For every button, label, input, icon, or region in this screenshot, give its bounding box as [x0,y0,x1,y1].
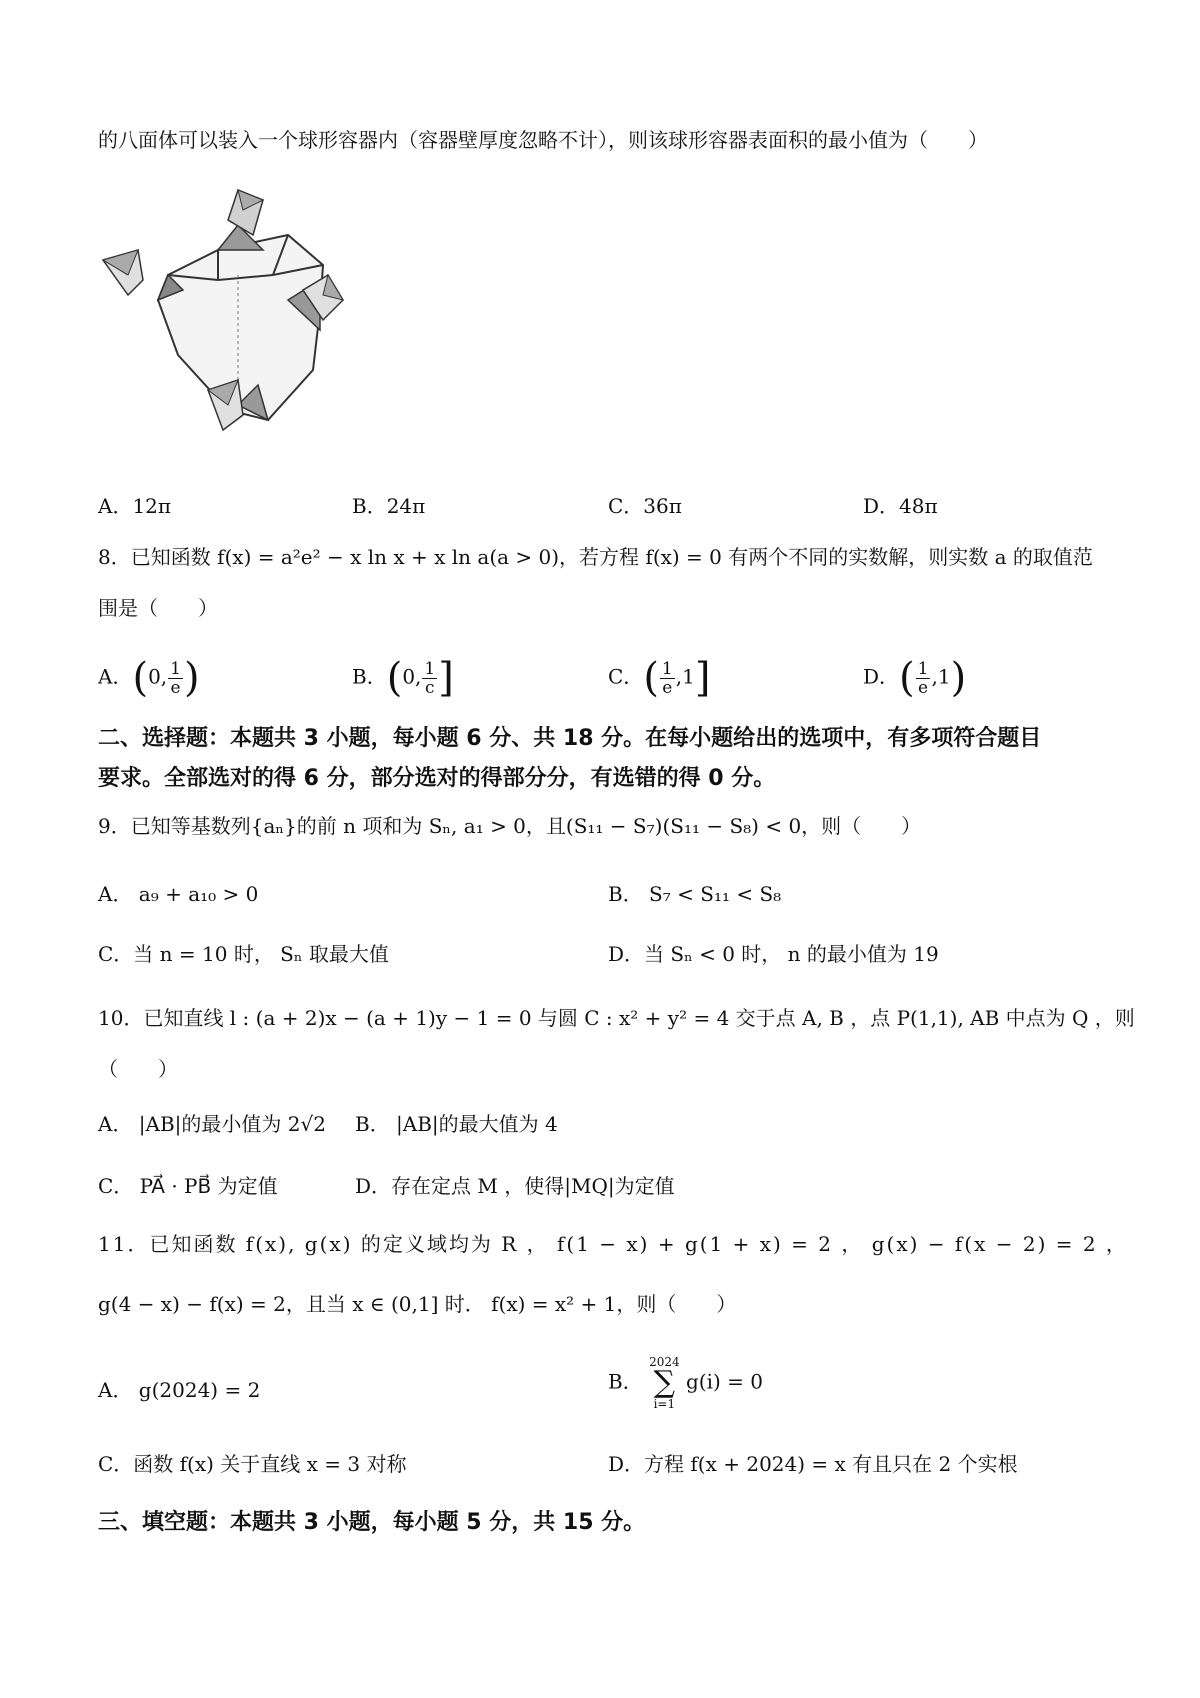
q11-option-a[interactable]: A． g(2024) = 2 [98,1378,261,1402]
q11-option-b[interactable]: B． 2024 ∑ i=1 g(i) = 0 [608,1355,763,1411]
q11-stem-line1: 11．已知函数 f(x), g(x) 的定义域均为 R ， f(1 − x) + g(1 + x) = 2 ， g(x) − f(x − 2) = 2 ， [98,1232,1128,1256]
q7-option-a[interactable]: A．12π [98,494,172,518]
q10-option-b[interactable]: B． |AB|的最大值为 4 [355,1112,558,1136]
q10-option-c[interactable]: C． PA⃗ · PB⃗ 为定值 [98,1174,278,1198]
q9-option-d[interactable]: D．当 Sₙ < 0 时， n 的最小值为 19 [608,942,939,966]
q10-stem-line2: （ ） [98,1057,178,1081]
q9-option-a[interactable]: A． a₉ + a₁₀ > 0 [98,882,259,906]
section3-heading: 三、填空题：本题共 3 小题，每小题 5 分，共 15 分。 [98,1510,646,1535]
q7-option-c[interactable]: C．36π [608,494,682,518]
q10-stem-line1: 10．已知直线 l : (a + 2)x − (a + 1)y − 1 = 0 与圆 C : x² + y² = 4 交于点 A, B ，点 P(1,1), AB 中点为 Q ，则 [98,1006,1135,1030]
q10-option-d[interactable]: D．存在定点 M ，使得|MQ|为定值 [355,1174,675,1198]
section2-heading-line1: 二、选择题：本题共 3 小题，每小题 6 分、共 18 分。在每小题给出的选项中，有多项符合题目 [98,726,1042,751]
q9-option-c[interactable]: C．当 n = 10 时， Sₙ 取最大值 [98,942,389,966]
section2-heading-line2: 要求。全部选对的得 6 分，部分选对的得部分分，有选错的得 0 分。 [98,766,776,791]
q8-option-c[interactable]: C．( $\frac{1}{e}$ ,1] [608,655,711,701]
q11-stem-line2: g(4 − x) − f(x) = 2，且当 x ∈ (0,1] 时． f(x) = x² + 1，则（ ） [98,1292,737,1316]
q8-option-d[interactable]: D．( $\frac{1}{e}$ ,1) [863,655,967,701]
summation-symbol: 2024 ∑ i=1 [649,1355,680,1411]
q8-option-b[interactable]: B．(0, $\frac{1}{c}$ ] [352,655,454,701]
q11-option-c[interactable]: C．函数 f(x) 关于直线 x = 3 对称 [98,1452,407,1476]
q8-stem-line2: 围是（ ） [98,596,218,620]
truncated-octahedron-figure [98,180,398,470]
q9-option-b[interactable]: B． S₇ < S₁₁ < S₈ [608,882,782,906]
q9-stem: 9．已知等基数列{aₙ}的前 n 项和为 Sₙ, a₁ > 0，且(S₁₁ − S₇)(S₁₁ − S₈) < 0，则（ ） [98,814,922,838]
q7-option-b[interactable]: B．24π [352,494,426,518]
q11-option-d[interactable]: D．方程 f(x + 2024) = x 有且只在 2 个实根 [608,1452,1018,1476]
q7-option-d[interactable]: D．48π [863,494,938,518]
q7-stem: 的八面体可以装入一个球形容器内（容器壁厚度忽略不计），则该球形容器表面积的最小值为（ ） [98,128,988,152]
q8-stem-line1: 8．已知函数 f(x) = a²e² − x ln x + x ln a(a > 0)，若方程 f(x) = 0 有两个不同的实数解，则实数 a 的取值范 [98,545,1093,569]
q8-option-a[interactable]: A．(0, $\frac{1}{e}$ ) [98,655,200,701]
q10-option-a[interactable]: A． |AB|的最小值为 2√2 [98,1112,326,1136]
